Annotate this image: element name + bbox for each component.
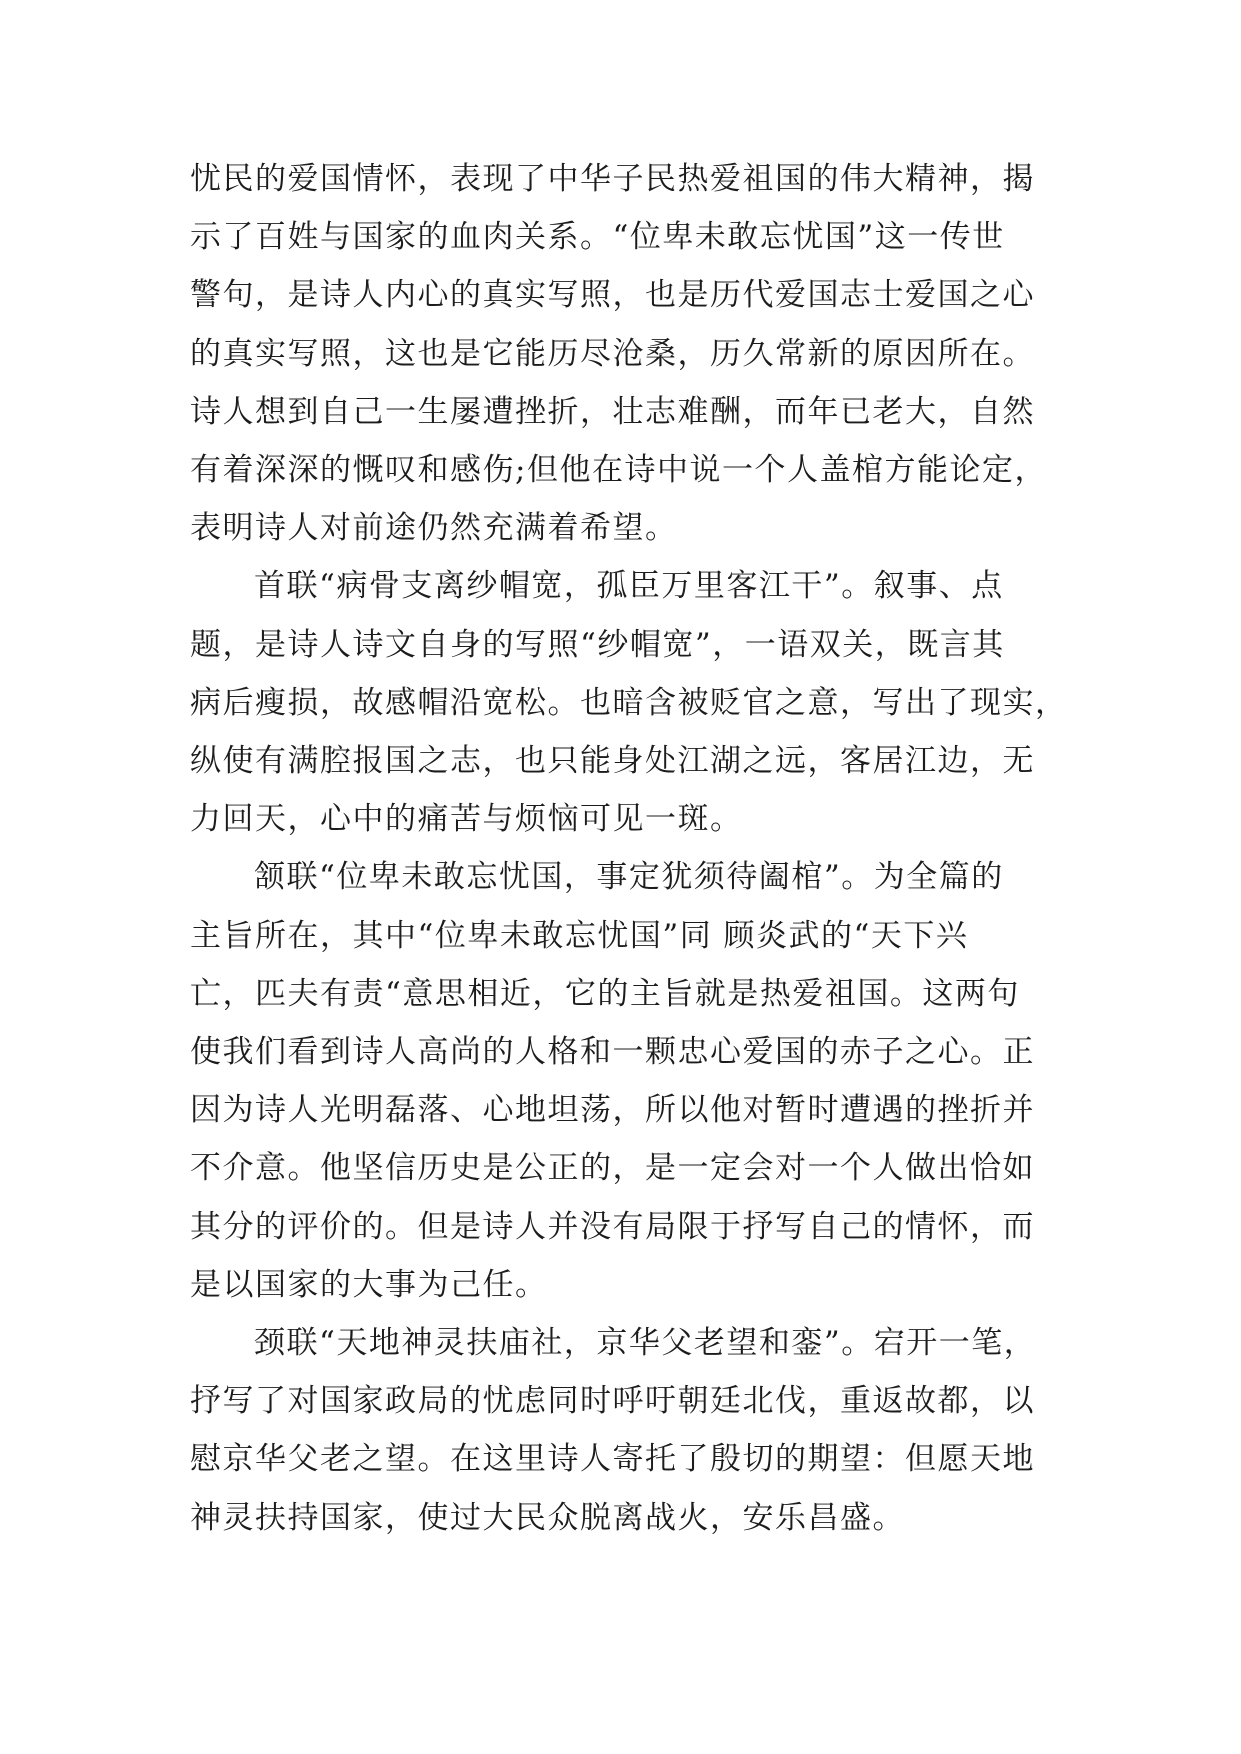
text-line: 其分的评价的。但是诗人并没有局限于抒写自己的情怀，而 bbox=[190, 1208, 1035, 1245]
text-line: 神灵扶持国家，使过大民众脱离战火，安乐昌盛。 bbox=[190, 1499, 905, 1536]
text-line: 力回天，心中的痛苦与烦恼可见一斑。 bbox=[190, 801, 743, 838]
paragraph-1 bbox=[190, 150, 1060, 557]
paragraph-4 bbox=[190, 1314, 1060, 1547]
paragraph-2 bbox=[190, 557, 1068, 848]
text-line: 病后瘦损，故感帽沿宽松。也暗含被贬官之意，写出了现实， bbox=[190, 684, 1068, 721]
text-line: 表明诗人对前途仍然充满着希望。 bbox=[190, 510, 678, 547]
text-line: 不介意。他坚信历史是公正的，是一定会对一个人做出恰如 bbox=[190, 1150, 1035, 1187]
document-page bbox=[190, 150, 1068, 1547]
text-line: 忧民的爱国情怀，表现了中华子民热爱祖国的伟大精神，揭 bbox=[190, 161, 1035, 197]
text-line: 颔联“位卑未敢忘忧国，事定犹须待阖棺”。为全篇的 bbox=[254, 859, 1004, 896]
text-line: 诗人想到自己一生屡遭挫折，壮志难酬，而年已老大，自然 bbox=[190, 393, 1035, 430]
text-line: 纵使有满腔报国之志，也只能身处江湖之远，客居江边，无 bbox=[190, 743, 1035, 780]
text-line: 慰京华父老之望。在这里诗人寄托了殷切的期望：但愿天地 bbox=[190, 1441, 1035, 1478]
text-line: 有着深深的慨叹和感伤;但他在诗中说一个人盖棺方能论定， bbox=[190, 452, 1047, 489]
text-line: 警句，是诗人内心的真实写照，也是历代爱国志士爱国之心 bbox=[190, 277, 1035, 314]
text-line: 亡，匹夫有责“意思相近，它的主旨就是热爱祖国。这两句 bbox=[190, 975, 1020, 1012]
text-line: 示了百姓与国家的血肉关系。“位卑未敢忘忧国”这一传世 bbox=[190, 219, 1005, 256]
text-line: 首联“病骨支离纱帽宽，孤臣万里客江干”。叙事、点 bbox=[254, 568, 1004, 605]
text-line: 使我们看到诗人高尚的人格和一颗忠心爱国的赤子之心。正 bbox=[190, 1034, 1035, 1071]
text-line: 抒写了对国家政局的忧虑同时呼吁朝廷北伐，重返故都，以 bbox=[190, 1383, 1035, 1420]
text-line: 题，是诗人诗文自身的写照“纱帽宽”，一语双关，既言其 bbox=[190, 626, 1005, 663]
text-line: 主旨所在，其中“位卑未敢忘忧国”同 顾炎武的“天下兴 bbox=[190, 917, 969, 954]
text-line: 是以国家的大事为己任。 bbox=[190, 1266, 548, 1303]
text-line: 因为诗人光明磊落、心地坦荡，所以他对暂时遭遇的挫折并 bbox=[190, 1092, 1035, 1129]
text-line: 的真实写照，这也是它能历尽沧桑，历久常新的原因所在。 bbox=[190, 335, 1035, 372]
paragraph-3 bbox=[190, 848, 1060, 1314]
text-line: 颈联“天地神灵扶庙社，京华父老望和銮”。宕开一笔， bbox=[254, 1325, 1037, 1362]
